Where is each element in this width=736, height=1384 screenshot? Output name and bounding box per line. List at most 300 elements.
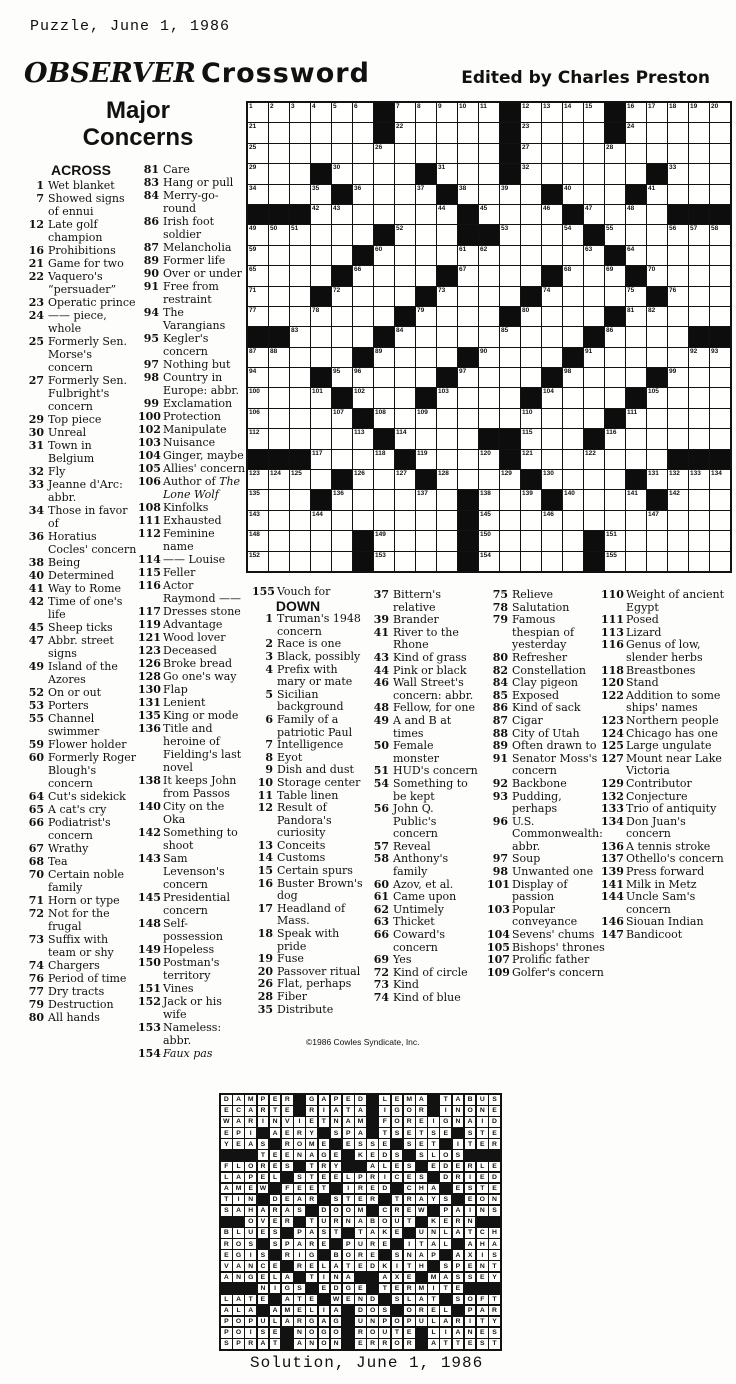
grid-cell[interactable]: [332, 307, 352, 326]
grid-cell[interactable]: [626, 144, 646, 163]
grid-cell[interactable]: [626, 123, 646, 142]
grid-cell[interactable]: [542, 348, 562, 367]
grid-cell[interactable]: [626, 164, 646, 183]
grid-cell[interactable]: [416, 531, 436, 550]
grid-cell[interactable]: [710, 307, 730, 326]
grid-cell[interactable]: [479, 307, 499, 326]
grid-cell[interactable]: [395, 429, 415, 448]
grid-cell[interactable]: [605, 470, 625, 489]
grid-cell[interactable]: [374, 185, 394, 204]
grid-cell[interactable]: [626, 511, 646, 530]
grid-cell[interactable]: [353, 266, 373, 285]
grid-cell[interactable]: [710, 388, 730, 407]
grid-cell[interactable]: [563, 368, 583, 387]
grid-cell[interactable]: [542, 103, 562, 122]
grid-cell[interactable]: [311, 144, 331, 163]
grid-cell[interactable]: [563, 103, 583, 122]
grid-cell[interactable]: [605, 368, 625, 387]
grid-cell[interactable]: [458, 327, 478, 346]
grid-cell[interactable]: [290, 246, 310, 265]
grid-cell[interactable]: [269, 287, 289, 306]
grid-cell[interactable]: [437, 531, 457, 550]
grid-cell[interactable]: [605, 327, 625, 346]
grid-cell[interactable]: [248, 123, 268, 142]
grid-cell[interactable]: [290, 185, 310, 204]
grid-cell[interactable]: [542, 450, 562, 469]
grid-cell[interactable]: [668, 409, 688, 428]
grid-cell[interactable]: [437, 388, 457, 407]
grid-cell[interactable]: [458, 287, 478, 306]
grid-cell[interactable]: [479, 368, 499, 387]
grid-cell[interactable]: [248, 348, 268, 367]
grid-cell[interactable]: [584, 123, 604, 142]
grid-cell[interactable]: [248, 225, 268, 244]
grid-cell[interactable]: [668, 368, 688, 387]
grid-cell[interactable]: [668, 164, 688, 183]
grid-cell[interactable]: [437, 348, 457, 367]
grid-cell[interactable]: [668, 287, 688, 306]
grid-cell[interactable]: [395, 103, 415, 122]
grid-cell[interactable]: [290, 103, 310, 122]
grid-cell[interactable]: [710, 409, 730, 428]
grid-cell[interactable]: [479, 103, 499, 122]
grid-cell[interactable]: [248, 246, 268, 265]
grid-cell[interactable]: [437, 225, 457, 244]
grid-cell[interactable]: [353, 511, 373, 530]
grid-cell[interactable]: [311, 205, 331, 224]
grid-cell[interactable]: [626, 205, 646, 224]
grid-cell[interactable]: [647, 450, 667, 469]
grid-cell[interactable]: [563, 429, 583, 448]
grid-cell[interactable]: [353, 450, 373, 469]
grid-cell[interactable]: [521, 348, 541, 367]
grid-cell[interactable]: [374, 490, 394, 509]
grid-cell[interactable]: [500, 490, 520, 509]
grid-cell[interactable]: [689, 368, 709, 387]
grid-cell[interactable]: [647, 123, 667, 142]
grid-cell[interactable]: [416, 103, 436, 122]
grid-cell[interactable]: [416, 511, 436, 530]
grid-cell[interactable]: [332, 205, 352, 224]
grid-cell[interactable]: [521, 246, 541, 265]
grid-cell[interactable]: [626, 225, 646, 244]
grid-cell[interactable]: [542, 123, 562, 142]
grid-cell[interactable]: [647, 185, 667, 204]
grid-cell[interactable]: [689, 409, 709, 428]
grid-cell[interactable]: [500, 185, 520, 204]
grid-cell[interactable]: [269, 144, 289, 163]
grid-cell[interactable]: [647, 348, 667, 367]
grid-cell[interactable]: [479, 246, 499, 265]
grid-cell[interactable]: [311, 185, 331, 204]
grid-cell[interactable]: [605, 511, 625, 530]
grid-cell[interactable]: [710, 368, 730, 387]
grid-cell[interactable]: [458, 123, 478, 142]
grid-cell[interactable]: [416, 490, 436, 509]
grid-cell[interactable]: [332, 531, 352, 550]
grid-cell[interactable]: [353, 307, 373, 326]
grid-cell[interactable]: [542, 287, 562, 306]
grid-cell[interactable]: [542, 246, 562, 265]
grid-cell[interactable]: [668, 429, 688, 448]
grid-cell[interactable]: [500, 246, 520, 265]
grid-cell[interactable]: [500, 205, 520, 224]
grid-cell[interactable]: [479, 470, 499, 489]
grid-cell[interactable]: [689, 348, 709, 367]
grid-cell[interactable]: [584, 388, 604, 407]
grid-cell[interactable]: [584, 144, 604, 163]
grid-cell[interactable]: [416, 205, 436, 224]
grid-cell[interactable]: [521, 450, 541, 469]
grid-cell[interactable]: [332, 246, 352, 265]
grid-cell[interactable]: [437, 205, 457, 224]
grid-cell[interactable]: [437, 470, 457, 489]
grid-cell[interactable]: [689, 123, 709, 142]
grid-cell[interactable]: [710, 531, 730, 550]
grid-cell[interactable]: [647, 103, 667, 122]
grid-cell[interactable]: [374, 287, 394, 306]
grid-cell[interactable]: [416, 307, 436, 326]
grid-cell[interactable]: [584, 307, 604, 326]
grid-cell[interactable]: [332, 490, 352, 509]
grid-cell[interactable]: [689, 225, 709, 244]
grid-cell[interactable]: [458, 388, 478, 407]
grid-cell[interactable]: [500, 388, 520, 407]
grid-cell[interactable]: [647, 246, 667, 265]
grid-cell[interactable]: [710, 266, 730, 285]
grid-cell[interactable]: [647, 511, 667, 530]
grid-cell[interactable]: [668, 103, 688, 122]
grid-cell[interactable]: [248, 185, 268, 204]
grid-cell[interactable]: [395, 123, 415, 142]
grid-cell[interactable]: [584, 185, 604, 204]
grid-cell[interactable]: [353, 185, 373, 204]
grid-cell[interactable]: [395, 144, 415, 163]
grid-cell[interactable]: [479, 511, 499, 530]
grid-cell[interactable]: [542, 429, 562, 448]
grid-cell[interactable]: [311, 327, 331, 346]
grid-cell[interactable]: [626, 429, 646, 448]
grid-cell[interactable]: [521, 552, 541, 571]
grid-cell[interactable]: [626, 531, 646, 550]
grid-cell[interactable]: [290, 348, 310, 367]
grid-cell[interactable]: [458, 368, 478, 387]
grid-cell[interactable]: [689, 287, 709, 306]
grid-cell[interactable]: [626, 246, 646, 265]
grid-cell[interactable]: [689, 490, 709, 509]
grid-cell[interactable]: [563, 470, 583, 489]
grid-cell[interactable]: [416, 348, 436, 367]
grid-cell[interactable]: [269, 388, 289, 407]
grid-cell[interactable]: [374, 511, 394, 530]
grid-cell[interactable]: [668, 348, 688, 367]
grid-cell[interactable]: [437, 409, 457, 428]
grid-cell[interactable]: [668, 470, 688, 489]
grid-cell[interactable]: [563, 388, 583, 407]
grid-cell[interactable]: [668, 246, 688, 265]
grid-cell[interactable]: [311, 266, 331, 285]
grid-cell[interactable]: [416, 327, 436, 346]
grid-cell[interactable]: [626, 307, 646, 326]
grid-cell[interactable]: [374, 368, 394, 387]
grid-cell[interactable]: [332, 552, 352, 571]
grid-cell[interactable]: [710, 552, 730, 571]
grid-cell[interactable]: [605, 164, 625, 183]
grid-cell[interactable]: [353, 164, 373, 183]
grid-cell[interactable]: [500, 552, 520, 571]
grid-cell[interactable]: [668, 490, 688, 509]
grid-cell[interactable]: [605, 552, 625, 571]
grid-cell[interactable]: [605, 348, 625, 367]
grid-cell[interactable]: [542, 164, 562, 183]
grid-cell[interactable]: [395, 185, 415, 204]
grid-cell[interactable]: [311, 429, 331, 448]
grid-cell[interactable]: [479, 490, 499, 509]
grid-cell[interactable]: [458, 470, 478, 489]
grid-cell[interactable]: [311, 225, 331, 244]
grid-cell[interactable]: [269, 123, 289, 142]
grid-cell[interactable]: [374, 144, 394, 163]
grid-cell[interactable]: [332, 144, 352, 163]
grid-cell[interactable]: [290, 388, 310, 407]
grid-cell[interactable]: [563, 164, 583, 183]
grid-cell[interactable]: [269, 164, 289, 183]
grid-cell[interactable]: [248, 368, 268, 387]
grid-cell[interactable]: [605, 185, 625, 204]
grid-cell[interactable]: [248, 552, 268, 571]
grid-cell[interactable]: [458, 266, 478, 285]
grid-cell[interactable]: [395, 287, 415, 306]
grid-cell[interactable]: [416, 144, 436, 163]
grid-cell[interactable]: [437, 450, 457, 469]
grid-cell[interactable]: [416, 266, 436, 285]
grid-cell[interactable]: [437, 511, 457, 530]
grid-cell[interactable]: [563, 287, 583, 306]
grid-cell[interactable]: [668, 531, 688, 550]
grid-cell[interactable]: [542, 409, 562, 428]
grid-cell[interactable]: [605, 266, 625, 285]
grid-cell[interactable]: [647, 388, 667, 407]
grid-cell[interactable]: [416, 185, 436, 204]
grid-cell[interactable]: [542, 470, 562, 489]
grid-cell[interactable]: [374, 470, 394, 489]
grid-cell[interactable]: [311, 409, 331, 428]
grid-cell[interactable]: [374, 266, 394, 285]
grid-cell[interactable]: [500, 470, 520, 489]
grid-cell[interactable]: [500, 327, 520, 346]
grid-cell[interactable]: [584, 246, 604, 265]
grid-cell[interactable]: [311, 103, 331, 122]
grid-cell[interactable]: [563, 144, 583, 163]
grid-cell[interactable]: [668, 511, 688, 530]
grid-cell[interactable]: [689, 103, 709, 122]
grid-cell[interactable]: [269, 490, 289, 509]
grid-cell[interactable]: [248, 164, 268, 183]
grid-cell[interactable]: [563, 450, 583, 469]
grid-cell[interactable]: [437, 164, 457, 183]
grid-cell[interactable]: [395, 511, 415, 530]
grid-cell[interactable]: [416, 450, 436, 469]
grid-cell[interactable]: [290, 164, 310, 183]
grid-cell[interactable]: [458, 144, 478, 163]
grid-cell[interactable]: [521, 531, 541, 550]
grid-cell[interactable]: [395, 531, 415, 550]
grid-cell[interactable]: [605, 205, 625, 224]
grid-cell[interactable]: [605, 490, 625, 509]
grid-cell[interactable]: [500, 225, 520, 244]
grid-cell[interactable]: [374, 164, 394, 183]
grid-cell[interactable]: [479, 531, 499, 550]
grid-cell[interactable]: [542, 225, 562, 244]
grid-cell[interactable]: [437, 123, 457, 142]
grid-cell[interactable]: [458, 409, 478, 428]
grid-cell[interactable]: [500, 368, 520, 387]
grid-cell[interactable]: [437, 103, 457, 122]
grid-cell[interactable]: [353, 470, 373, 489]
grid-cell[interactable]: [626, 327, 646, 346]
grid-cell[interactable]: [269, 552, 289, 571]
grid-cell[interactable]: [542, 552, 562, 571]
grid-cell[interactable]: [290, 409, 310, 428]
grid-cell[interactable]: [521, 266, 541, 285]
grid-cell[interactable]: [647, 266, 667, 285]
grid-cell[interactable]: [521, 205, 541, 224]
grid-cell[interactable]: [500, 287, 520, 306]
grid-cell[interactable]: [269, 348, 289, 367]
grid-cell[interactable]: [437, 307, 457, 326]
grid-cell[interactable]: [626, 348, 646, 367]
grid-cell[interactable]: [710, 164, 730, 183]
grid-cell[interactable]: [647, 470, 667, 489]
grid-cell[interactable]: [689, 429, 709, 448]
grid-cell[interactable]: [416, 123, 436, 142]
grid-cell[interactable]: [605, 287, 625, 306]
grid-cell[interactable]: [542, 388, 562, 407]
grid-cell[interactable]: [416, 368, 436, 387]
grid-cell[interactable]: [689, 552, 709, 571]
grid-cell[interactable]: [521, 409, 541, 428]
grid-cell[interactable]: [458, 164, 478, 183]
grid-cell[interactable]: [290, 429, 310, 448]
grid-cell[interactable]: [353, 225, 373, 244]
grid-cell[interactable]: [668, 123, 688, 142]
grid-cell[interactable]: [332, 511, 352, 530]
grid-cell[interactable]: [353, 144, 373, 163]
grid-cell[interactable]: [521, 185, 541, 204]
grid-cell[interactable]: [710, 470, 730, 489]
grid-cell[interactable]: [521, 490, 541, 509]
grid-cell[interactable]: [353, 123, 373, 142]
grid-cell[interactable]: [521, 511, 541, 530]
grid-cell[interactable]: [395, 205, 415, 224]
grid-cell[interactable]: [458, 307, 478, 326]
grid-cell[interactable]: [584, 164, 604, 183]
grid-cell[interactable]: [437, 429, 457, 448]
grid-cell[interactable]: [584, 368, 604, 387]
grid-cell[interactable]: [269, 266, 289, 285]
grid-cell[interactable]: [605, 429, 625, 448]
grid-cell[interactable]: [437, 144, 457, 163]
grid-cell[interactable]: [311, 307, 331, 326]
grid-cell[interactable]: [332, 123, 352, 142]
grid-cell[interactable]: [395, 470, 415, 489]
grid-cell[interactable]: [290, 123, 310, 142]
grid-cell[interactable]: [332, 225, 352, 244]
grid-cell[interactable]: [479, 164, 499, 183]
grid-cell[interactable]: [479, 327, 499, 346]
grid-cell[interactable]: [584, 348, 604, 367]
grid-cell[interactable]: [395, 327, 415, 346]
grid-cell[interactable]: [311, 531, 331, 550]
grid-cell[interactable]: [269, 531, 289, 550]
grid-cell[interactable]: [290, 144, 310, 163]
grid-cell[interactable]: [605, 450, 625, 469]
grid-cell[interactable]: [290, 552, 310, 571]
grid-cell[interactable]: [332, 450, 352, 469]
grid-cell[interactable]: [689, 246, 709, 265]
grid-cell[interactable]: [563, 266, 583, 285]
grid-cell[interactable]: [563, 225, 583, 244]
grid-cell[interactable]: [374, 531, 394, 550]
grid-cell[interactable]: [626, 450, 646, 469]
grid-cell[interactable]: [710, 185, 730, 204]
grid-cell[interactable]: [437, 246, 457, 265]
grid-cell[interactable]: [311, 388, 331, 407]
grid-cell[interactable]: [605, 225, 625, 244]
grid-cell[interactable]: [710, 144, 730, 163]
grid-cell[interactable]: [605, 144, 625, 163]
grid-cell[interactable]: [647, 144, 667, 163]
grid-cell[interactable]: [437, 490, 457, 509]
grid-cell[interactable]: [647, 205, 667, 224]
grid-cell[interactable]: [689, 531, 709, 550]
grid-cell[interactable]: [269, 429, 289, 448]
grid-cell[interactable]: [332, 409, 352, 428]
grid-cell[interactable]: [437, 327, 457, 346]
grid-cell[interactable]: [395, 225, 415, 244]
grid-cell[interactable]: [248, 531, 268, 550]
grid-cell[interactable]: [668, 144, 688, 163]
grid-cell[interactable]: [374, 450, 394, 469]
grid-cell[interactable]: [353, 287, 373, 306]
grid-cell[interactable]: [479, 123, 499, 142]
grid-cell[interactable]: [563, 409, 583, 428]
grid-cell[interactable]: [500, 511, 520, 530]
grid-cell[interactable]: [290, 266, 310, 285]
grid-cell[interactable]: [479, 552, 499, 571]
grid-cell[interactable]: [416, 246, 436, 265]
grid-cell[interactable]: [353, 429, 373, 448]
grid-cell[interactable]: [584, 511, 604, 530]
grid-cell[interactable]: [647, 225, 667, 244]
grid-cell[interactable]: [395, 552, 415, 571]
grid-cell[interactable]: [479, 287, 499, 306]
grid-cell[interactable]: [290, 327, 310, 346]
grid-cell[interactable]: [521, 225, 541, 244]
grid-cell[interactable]: [647, 429, 667, 448]
grid-cell[interactable]: [563, 327, 583, 346]
grid-cell[interactable]: [563, 552, 583, 571]
grid-cell[interactable]: [248, 307, 268, 326]
grid-cell[interactable]: [332, 348, 352, 367]
grid-cell[interactable]: [332, 368, 352, 387]
grid-cell[interactable]: [668, 185, 688, 204]
grid-cell[interactable]: [521, 164, 541, 183]
grid-cell[interactable]: [437, 287, 457, 306]
grid-cell[interactable]: [626, 490, 646, 509]
grid-cell[interactable]: [710, 287, 730, 306]
grid-cell[interactable]: [311, 246, 331, 265]
